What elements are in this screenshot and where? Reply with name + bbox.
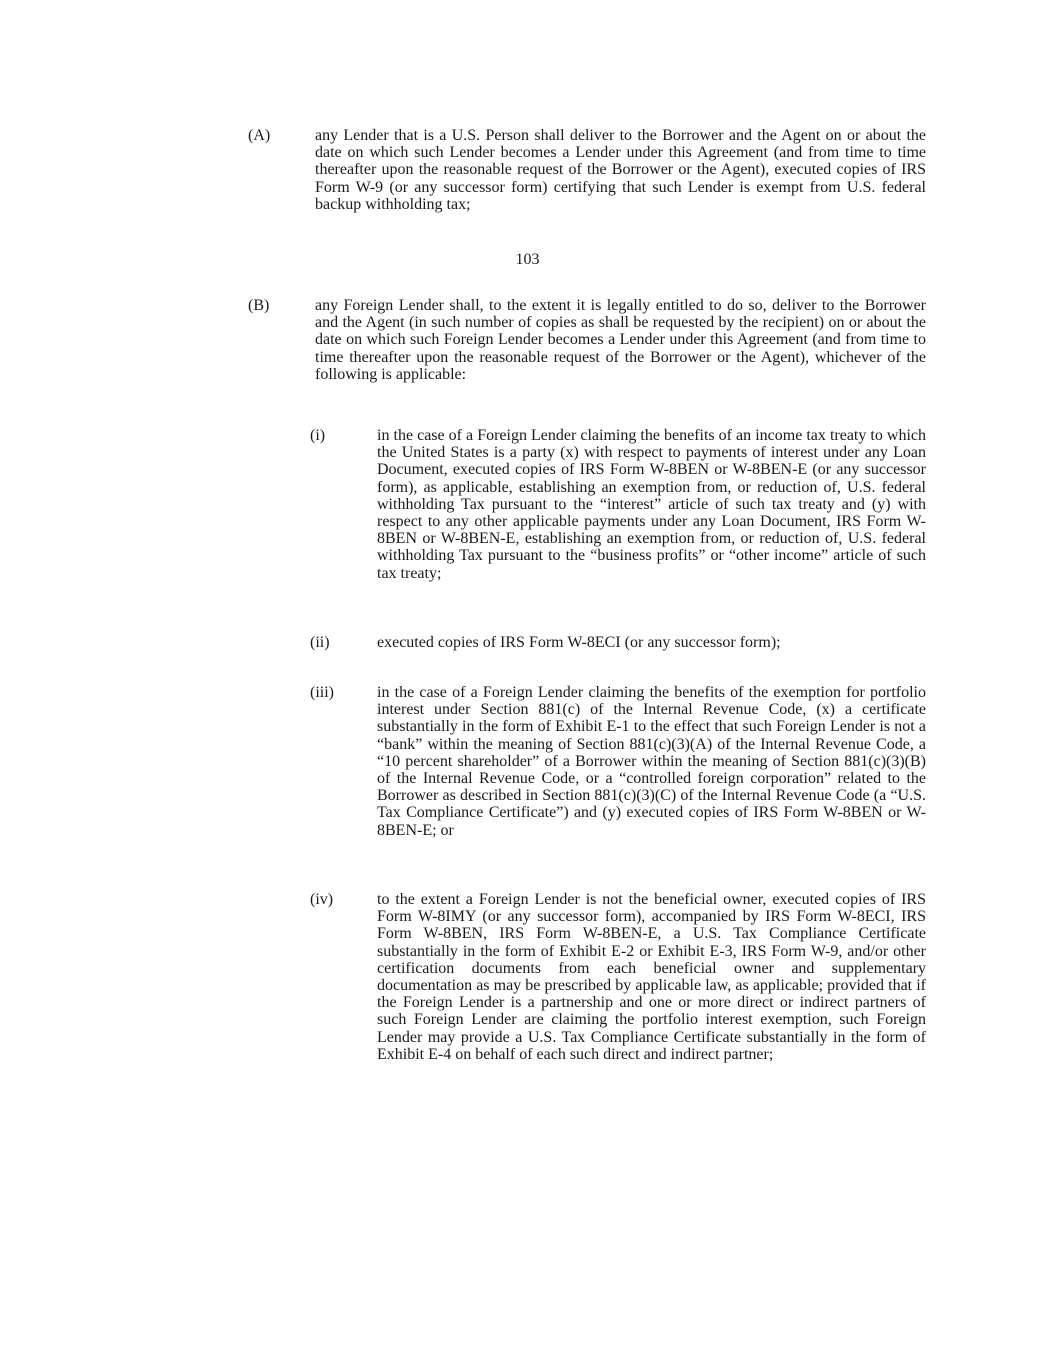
subclause-i [310,427,926,582]
clause-b [248,297,926,383]
subclause-iv-text: to the extent a Foreign Lender is not the beneficial owner, executed copies of IRS Form W-8IMY (or any successor form), accompanied by IRS Form W-8ECI, IRS Form W-8BEN, IRS Form W-8BEN-E, a U.S. Tax Compliance Certificate substantially in the form of Exhibit E-2 or Exhibit E-3, IRS Form W-9, and/or other certification documents from each beneficial owner and supplementary documentation as may be prescribed by applicable law, as applicable; provided that if the Foreign Lender is a partnership and one or more direct or indirect partners of such Foreign Lender are claiming the portfolio interest exemption, such Foreign Lender may provide a U.S. Tax Compliance Certificate substantially in the form of Exhibit E-4 on behalf of each such direct and indirect partner; [377,891,926,1063]
subclause-i-label: (i) [310,427,326,444]
subclause-iv [310,891,926,1063]
subclause-iii-label: (iii) [310,684,334,701]
subclause-iv-label: (iv) [310,891,334,908]
subclause-iii-text: in the case of a Foreign Lender claiming the benefits of the exemption for portfolio interest under Section 881(c) of the Internal Revenue Code, (x) a certificate substantially in the form of Exhibit E-1 to the effect that such Foreign Lender is not a “bank” within the meaning of Section 881(c)(3)(A) of the Internal Revenue Code, a “10 percent shareholder” of a Borrower within the meaning of Section 881(c)(3)(B) of the Internal Revenue Code, or a “controlled foreign corporation” related to the Borrower as described in Section 881(c)(3)(C) of the Internal Revenue Code (a “U.S. Tax Compliance Certificate”) and (y) executed copies of IRS Form W-8BEN or W-8BEN-E; or [377,684,926,839]
clause-b-text: any Foreign Lender shall, to the extent it is legally entitled to do so, deliver to the Borrower and the Agent (in such number of copies as shall be requested by the recipient) on or about the date on which such Foreign Lender becomes a Lender under this Agreement (and from time to time thereafter upon the reasonable request of the Borrower or the Agent), whichever of the following is applicable: [315,297,926,383]
clause-a-label: (A) [248,127,271,144]
page-number: 103 [515,251,540,268]
clause-a [248,127,926,213]
subclause-iii [310,684,926,839]
clause-b-label: (B) [248,297,270,314]
clause-a-text: any Lender that is a U.S. Person shall deliver to the Borrower and the Agent on or about the date on which such Lender becomes a Lender under this Agreement (and from time to time thereafter upon the reasonable request of the Borrower or the Agent), executed copies of IRS Form W-9 (or any successor form) certifying that such Lender is exempt from U.S. federal backup withholding tax; [315,127,926,213]
subclause-ii-text: executed copies of IRS Form W-8ECI (or any successor form); [377,634,781,651]
subclause-i-text: in the case of a Foreign Lender claiming the benefits of an income tax treaty to which the United States is a party (x) with respect to payments of interest under any Loan Document, executed copies of IRS Form W-8BEN or W-8BEN-E (or any successor form), as applicable, establishing an exemption from, or reduction of, U.S. federal withholding Tax pursuant to the “interest” article of such tax treaty and (y) with respect to any other applicable payments under any Loan Document, IRS Form W-8BEN or W-8BEN-E, establishing an exemption from, or reduction of, U.S. federal withholding Tax pursuant to the “business profits” or “other income” article of such tax treaty; [377,427,926,582]
subclause-ii-label: (ii) [310,634,330,651]
subclause-ii [310,634,926,651]
